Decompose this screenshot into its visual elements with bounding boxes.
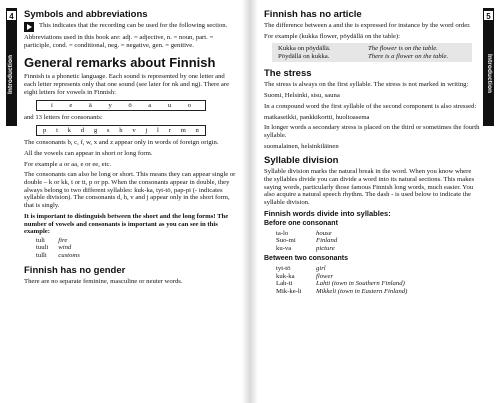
english-translation: Lahti (town in Southern Finland) [316,280,405,288]
consonant-letter: d [80,126,85,134]
compound-example: matkaseikki, pankkikortti, huoltoasema [264,113,370,121]
abbreviations-text: Abbreviations used in this book are: adj. = adjective, n. = noun, part. = participle, cond. = conditional, neg. = negative, gen. = genitive. [24,34,214,49]
compound-text: In a compound word the first syllable of the second component is also stressed: [264,102,477,110]
vowel-letter: o [187,101,191,109]
finnish-word: tyt-tö [276,265,291,273]
finnish-word: tuli [36,236,45,244]
syllable-heading: Syllable division [264,155,339,167]
before-one-consonant-label: Before one consonant [264,219,338,227]
english-translation: girl [316,265,326,273]
finnish-word: ku-va [276,244,292,252]
finnish-word: ta-lo [276,229,289,237]
right-page-content [264,9,480,298]
vowel-letter: ö [128,101,132,109]
english-sentence: There is a flower on the table. [368,52,449,60]
english-translation: Mikkeli (town in Eastern Finland) [316,287,408,295]
table-row [36,237,90,245]
article-heading: Finnish has no article [264,9,362,20]
gender-heading: Finnish has no gender [24,265,126,277]
vowel-letter: ä [88,101,92,109]
english-translation: customs [58,251,80,259]
tab-label: Introduction [7,54,14,94]
table-row [276,280,417,288]
consonant-letter: m [180,126,186,134]
table-row [36,244,90,252]
vowel-letter: u [167,101,172,109]
vowel-example-text: For example a or aa, e or ee, etc. [24,160,112,168]
left-page-content [24,9,238,289]
between-two-consonants-label: Between two consonants [264,255,349,263]
english-sentence: The flower is on the table. [368,45,438,53]
vowel-length-text: All the vowels can appear in short or long form. [24,149,153,157]
finnish-word: Mik-ke-li [276,287,302,295]
consonant-letter: k [67,126,72,134]
finnish-word: Lah-ti [276,280,293,288]
consonant-letter-box [36,125,206,137]
english-translation: fire [58,236,68,244]
finnish-sentence: Kukka on pöydällä. [278,45,331,53]
right-page [250,0,500,403]
vowel-letter: e [69,101,73,109]
vowel-letter: i [51,101,53,109]
gender-text: There are no separate feminine, masculine or neuter words. [24,278,183,286]
english-translation: wind [58,244,72,252]
tab-label: Introduction [486,54,493,94]
section-tab [483,8,494,126]
secondary-stress-example: suomalainen, helsinkiläinen [264,142,339,150]
english-translation: flower [316,272,334,280]
consonant-letter: n [195,126,199,134]
syllable-subheading: Finnish words divide into syllables: [264,208,391,218]
consonant-intro: and 13 letters for consonants: [24,114,103,122]
table-row [276,288,417,296]
english-translation: picture [316,244,335,252]
table-row [276,245,347,253]
english-translation: house [316,229,332,237]
finnish-word: tulli [36,251,47,259]
two-consonant-table [276,265,417,295]
consonant-letter: v [132,126,136,134]
article-example-intro: For example (kukka flower, pöydällä on the table): [264,32,401,40]
consonant-length-text: The consonants can also be long or short. This means they can appear single or double – k or kk, t or tt, p or pp. When the consonants appear in double, they always belong to two different syllables: kuk-ka, tyt-tö, pap-pi (- indicates syllable division). The consonants d, h, v and j appear only in the short form, that is singly. [24,171,236,210]
symbols-heading: Symbols and abbreviations [24,9,148,20]
table-row [36,252,90,260]
finnish-sentence: Pöydällä on kukka. [278,52,330,60]
article-example-box [272,43,472,62]
english-column [368,45,448,60]
general-intro: Finnish is a phonetic language. Each sound is represented by one letter and each letter represents only that one sound (see later for nk and ng). There are eight letters for vowels in Finnish: [24,73,230,96]
audio-play-icon [24,22,34,32]
table-row [276,265,417,273]
audio-note-text: This indicates that the recording can be used for the following section. [39,22,228,29]
consonant-letter: t [56,126,58,134]
finnish-word: tuuli [36,244,49,252]
audio-note [24,22,238,32]
consonant-letter: g [93,126,98,134]
stress-heading: The stress [264,68,312,80]
secondary-stress-text: In longer words a secondary stress is placed on the third or sometimes the fourth syllable. [264,124,480,139]
stress-example: Suomi, Helsinki, sisu, sauna [264,92,340,100]
one-consonant-table [276,230,347,253]
article-text: The difference between a and the is expressed for instance by the word order. [264,22,471,29]
length-example-table [36,237,90,260]
finnish-word: kuk-ka [276,272,295,280]
english-translation: Finland [316,237,338,245]
consonant-letter: h [119,126,123,134]
table-row [276,273,417,281]
vowel-letter: y [108,101,112,109]
consonant-letter: r [168,126,171,134]
vowel-letter: a [148,101,152,109]
consonant-letter: j [145,126,148,134]
table-row [276,237,347,245]
table-row [276,230,347,238]
page-number: 5 [483,10,494,21]
consonant-letter: p [43,126,47,134]
finnish-column [278,45,368,60]
finnish-word: Suo-mi [276,237,296,245]
important-note: It is important to distinguish between the short and the long forms! The number of vowels and consonants is important as you can see in this example: [24,212,229,236]
stress-text: The stress is always on the first syllable. The stress is not marked in writing: [264,81,469,89]
consonant-letter: s [106,126,110,134]
vowel-letter-box [36,100,206,112]
syllable-text: Syllable division marks the natural break in the word. When you know where the syllables divide you can divide a word into its natural sections. This makes saying words, particularly those famous Finnish long words, much easier. You also acquire a natural speech rhythm. The dash - is used below to indicate the syllable division. [264,168,475,207]
page-number: 4 [6,10,17,21]
foreign-consonants-text: The consonants b, c, f, w, x and z appear only in words of foreign origin. [24,139,219,147]
consonant-letter: l [157,126,159,134]
section-tab [6,8,17,126]
general-heading: General remarks about Finnish [24,55,216,71]
